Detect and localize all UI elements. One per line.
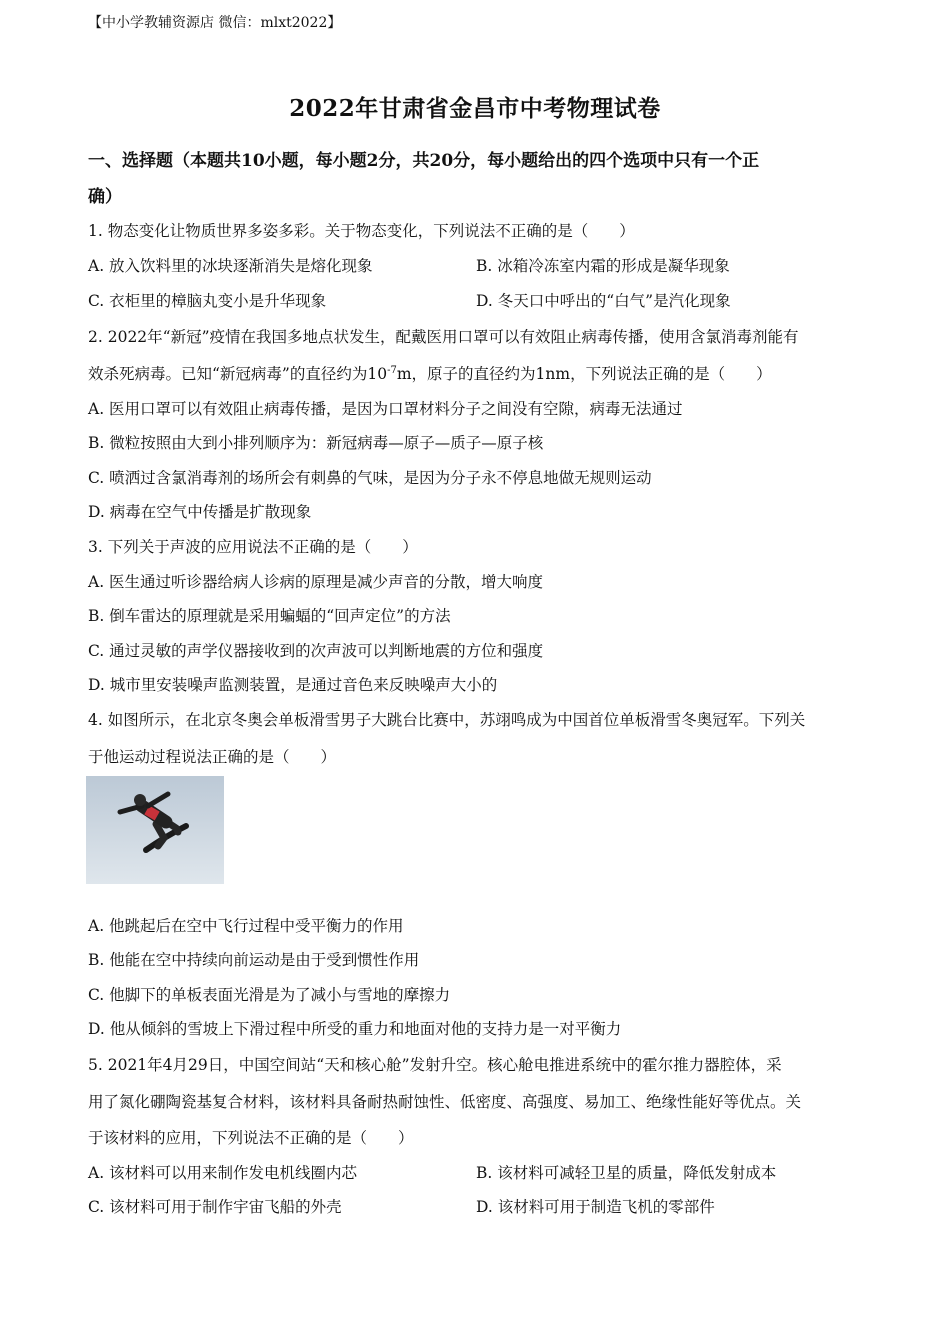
question-5-stem-line2: 用了氮化硼陶瓷基复合材料，该材料具备耐热耐蚀性、低密度、高强度、易加工、绝缘性能好等优点。关 bbox=[88, 1093, 802, 1111]
q2-exponent: -7 bbox=[387, 365, 397, 376]
snowboarder-photo bbox=[86, 776, 224, 884]
q5-option-b: B. 该材料可减轻卫星的质量，降低发射成本 bbox=[476, 1164, 777, 1182]
q1-option-b: B. 冰箱冷冻室内霜的形成是凝华现象 bbox=[476, 257, 730, 275]
section-heading: 一、选择题（本题共10小题，每小题2分，共20分，每小题给出的四个选项中只有一个正 bbox=[88, 151, 760, 171]
q3-option-d: D. 城市里安装噪声监测装置，是通过音色来反映噪声大小的 bbox=[88, 676, 498, 694]
q3-option-a: A. 医生通过听诊器给病人诊病的原理是减少声音的分散，增大响度 bbox=[88, 573, 544, 591]
q1-option-d: D. 冬天口中呼出的“白气”是汽化现象 bbox=[476, 292, 731, 310]
q2-option-a: A. 医用口罩可以有效阻止病毒传播，是因为口罩材料分子之间没有空隙，病毒无法通过 bbox=[88, 400, 683, 418]
q2-option-b: B. 微粒按照由大到小排列顺序为：新冠病毒—原子—质子—原子核 bbox=[88, 434, 544, 452]
q3-option-c: C. 通过灵敏的声学仪器接收到的次声波可以判断地震的方位和强度 bbox=[88, 642, 544, 660]
q1-option-a: A. 放入饮料里的冰块逐渐消失是熔化现象 bbox=[88, 257, 373, 275]
question-4-stem-line1: 4. 如图所示，在北京冬奥会单板滑雪男子大跳台比赛中，苏翊鸣成为中国首位单板滑雪冬奥冠军。下列关 bbox=[88, 711, 806, 729]
q4-option-a: A. 他跳起后在空中飞行过程中受平衡力的作用 bbox=[88, 917, 404, 935]
q5-option-c: C. 该材料可用于制作宇宙飞船的外壳 bbox=[88, 1198, 342, 1216]
q4-option-d: D. 他从倾斜的雪坡上下滑过程中所受的重力和地面对他的支持力是一对平衡力 bbox=[88, 1020, 622, 1038]
q1-option-c: C. 衣柜里的樟脑丸变小是升华现象 bbox=[88, 292, 327, 310]
q2-stem-part2: m，原子的直径约为1nm，下列说法正确的是（ ） bbox=[396, 365, 772, 383]
question-5-stem-line1: 5. 2021年4月29日，中国空间站“天和核心舱”发射升空。核心舱电推进系统中的霍尔推力器腔体，采 bbox=[88, 1056, 782, 1074]
q4-option-b: B. 他能在空中持续向前运动是由于受到惯性作用 bbox=[88, 951, 420, 969]
section-heading-cont: 确） bbox=[88, 187, 122, 207]
question-3-stem: 3. 下列关于声波的应用说法不正确的是（ ） bbox=[88, 538, 418, 556]
q5-option-d: D. 该材料可用于制造飞机的零部件 bbox=[476, 1198, 715, 1216]
question-2-stem-line2 bbox=[88, 362, 772, 384]
question-5-stem-line3: 于该材料的应用，下列说法不正确的是（ ） bbox=[88, 1129, 414, 1147]
question-4-stem-line2: 于他运动过程说法正确的是（ ） bbox=[88, 748, 337, 766]
q5-option-a: A. 该材料可以用来制作发电机线圈内芯 bbox=[88, 1164, 358, 1182]
q4-option-c: C. 他脚下的单板表面光滑是为了减小与雪地的摩擦力 bbox=[88, 986, 451, 1004]
q2-option-c: C. 喷洒过含氯消毒剂的场所会有刺鼻的气味，是因为分子永不停息地做无规则运动 bbox=[88, 469, 652, 487]
watermark-header: 【中小学教辅资源店 微信：mlxt2022】 bbox=[88, 15, 342, 31]
question-2-stem-line1: 2. 2022年“新冠”疫情在我国多地点状发生，配戴医用口罩可以有效阻止病毒传播，使用含氯消毒剂能有 bbox=[88, 328, 799, 346]
page-title: 2022年甘肃省金昌市中考物理试卷 bbox=[289, 95, 661, 122]
q3-option-b: B. 倒车雷达的原理就是采用蝙蝠的“回声定位”的方法 bbox=[88, 607, 451, 625]
q2-option-d: D. 病毒在空气中传播是扩散现象 bbox=[88, 503, 312, 521]
q2-stem-part1: 效杀死病毒。已知“新冠病毒”的直径约为10 bbox=[88, 365, 388, 383]
question-1-stem: 1. 物态变化让物质世界多姿多彩。关于物态变化，下列说法不正确的是（ ） bbox=[88, 222, 635, 240]
